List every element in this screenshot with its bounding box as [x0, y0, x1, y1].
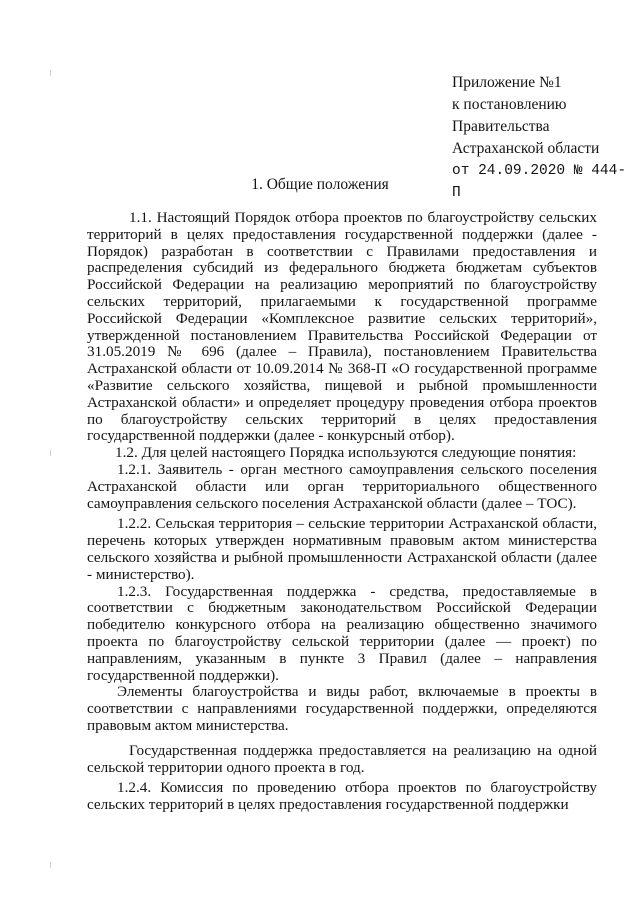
paragraph-1-2: 1.2. Для целей настоящего Порядка используются следующие понятия:: [115, 444, 577, 462]
margin-mark: [50, 450, 51, 456]
margin-mark: [50, 70, 51, 76]
paragraph-1-2-2: 1.2.2. Сельская территория – сельские территории Астраханской области, перечень которых утвержден нормативным правовым актом министерства сельского хозяйства и рыбной промышленности Астраханской области (далее - министерство).: [87, 515, 597, 583]
paragraph-1-1: 1.1. Настоящий Порядок отбора проектов по благоустройству сельских территорий в целях предоставления государственной поддержки (далее - Порядок) разработан в соответствии с Правилами предоставления и распределения субсидий из федерального бюджета бюджетам субъектов Российской Федерации на реализацию мероприятий по благоустройству сельских территорий, прилагаемыми к государственной программе Российской Федерации «Комплексное развитие сельских территорий», утвержденной постановлением Правительства Российской Федерации от 31.05.2019 № 696 (далее – Правила), постановлением Правительства Астраханской области от 10.09.2014 № 368-П «О государственной программе «Развитие сельского хозяйства, пищевой и рыбной промышленности Астраханской области» и определяет процедуру проведения отбора проектов по благоустройству сельских территорий в целях предоставления государственной поддержки (далее - конкурсный отбор).: [87, 209, 597, 445]
margin-mark: [50, 862, 51, 868]
paragraph-1-2-4: 1.2.4. Комиссия по проведению отбора проектов по благоустройству сельских территорий в целях предоставления государственной поддержки: [87, 779, 597, 814]
paragraph-support: Государственная поддержка предоставляется на реализацию на одной сельской территории одного проекта в год.: [87, 741, 597, 776]
section-title: 1. Общие положения: [251, 176, 389, 193]
document-body: [87, 210, 597, 814]
appendix-date-number: от 24.09.2020 № 444-П: [452, 163, 627, 201]
appendix-line: Правительства: [452, 118, 550, 135]
paragraph-1-2-3: 1.2.3. Государственная поддержка - средства, предоставляемые в соответствии с бюджетным законодательством Российской Федерации победителю конкурсного отбора на реализацию общественно значимого проекта по благоустройству сельской территории (далее — проект) по направлениям, указанным в пункте 3 Правил (далее – направления государственной поддержки).: [87, 582, 597, 684]
paragraph-1-2-1: 1.2.1. Заявитель - орган местного самоуправления сельского поселения Астраханской области или орган территориального общественного самоуправления сельского поселения Астраханской области (далее – ТОС).: [87, 460, 597, 512]
appendix-line: Астраханской области: [452, 140, 600, 157]
appendix-line: Приложение №1: [452, 74, 562, 91]
appendix-line: к постановлению: [452, 96, 567, 113]
paragraph-elements: Элементы благоустройства и виды работ, включаемые в проекты в соответствии с направлениями государственной поддержки, определяются правовым актом министерства.: [87, 683, 597, 734]
